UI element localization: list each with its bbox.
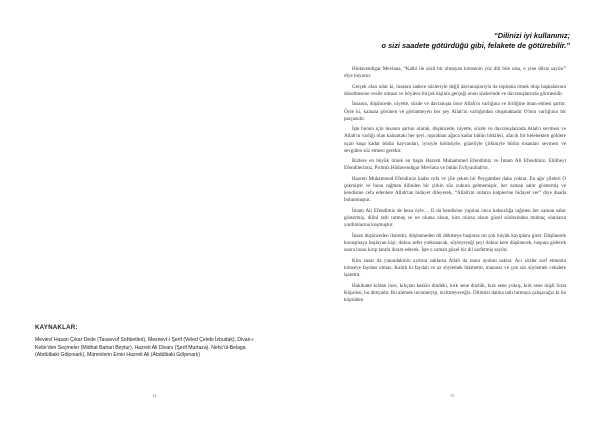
paragraph: Kim susar da yanındakinin ayıbını saklarsa Allah da onun ayıbını saklar. Acı sözler sarf etmenin kimseye faydası olmaz. Kalıtlı ki faydalı ve az söylemek hikmettir, manasız ve çok söz söylemek cehalete işarettir.: [344, 257, 566, 279]
paragraph: Hüdavendigar Mevlana, “Kalbi ile sözü bir olmayan kimsenin yüz dili bile olsa, o yine dilsiz sayılır” diye buyurur.: [344, 66, 566, 80]
page-number-right: 15: [450, 393, 455, 398]
paragraph: İşte bunun için insanın şartını olarak, düşüncede, niyette, sözde ve davranışlarında Allah'ı sevmesi ve Allah'ın varlığı olan kainattaki her şeyi, topraktan ağaca kadar bütün bitkileri, afacık bir kelebekten göklere uçan kuşa kadar bütün hayvanları, iyisiyle kötüsüyle, güzeliyle çirkiniyle bütün insanları sevmesi ve sevgiden söz etmesi gerekir.: [344, 126, 566, 154]
paragraph: Hakikatte kıldan ince, kılıçtan keskin dindeki, kırk sene düzlük, kırk sene yokuş, kırk sene inişli Sırat Köprüsü, bu dünyadır. Bu alemde incinmeyip, incitmeyeceğiz. Dilimizi daima tatlı tutmaya çalışacağız ki bu köprüden: [344, 282, 566, 303]
references-block: [35, 324, 263, 360]
paragraph: Gerçek olan odur ki, insanın sadece sözleriyle değil davranışlarıyla da topluma örnek olup başkalarının düzelmesine vesile olması ve böylece birçok kişinin gerçeği onun sözlerinde ve davranışlarında görmesidir.: [344, 83, 566, 97]
paragraph: Hazreti Muhammed Efendimiz kadar cefa ve çile çeken bir Peygamber daha yoktur. En ağır çileleri O çekmiştir ve buna rağmen dilinden bir çirkin söz zuhura gelmemiştir, her zaman sabır göstermiş ve kendisine cefa edenlere Allah'tan hidayet dileyerek, “Allah'ım onların kalplerine hidayet ver” diye duada bulunmuştur.: [344, 175, 566, 204]
epigraph-quote: [308, 31, 570, 52]
paragraph: İmam Ali Efendimiz de keza öyle… O da kendisine yapılan onca haksızlığa rağmen her zaman sabır göstermiş, dilini tatlı tutmuş ve ne olursa olsun, kim olursa olsun güzel sözlerinden muhtaç olanların yardımlarına koşmuştur.: [344, 208, 566, 229]
paragraph: İnsanın, düşüncede, niyette, sözde ve davranışta önce Allah'ın varlığına ve birliğine iman etmesi şarttır. Öyle ki, kainata görünen ve görünmeyen her şey Allah'ın varlığından oluşmaktadır O'nun varlığının bir parçasıdır.: [344, 101, 566, 122]
page-number-left: 14: [152, 393, 157, 398]
paragraph: İnsan düşünceden ibarettir, düşünmeden dil dökmeye başlarsa mi çok büyük kayıplara girer. Düşünerek konuşmaya başlayan kişi; dokuz sefer yutkunacak, söyleyeceği şeyi dokuz kere düşünecek, hoşuna gidecek sonra bunu kırıp tarafa ikram edecek. İşte o zaman güzel bir dil sarfetmiş sayılır.: [344, 232, 566, 254]
right-page: [300, 0, 600, 424]
references-heading: KAYNAKLAR:: [35, 324, 78, 331]
quote-line-1: “Dilinizi iyi kullanınız;: [494, 31, 570, 40]
body-text: [344, 66, 566, 307]
quote-line-2: o sizi saadete götürdüğü gibi, felakete de götürebilir.”: [381, 41, 570, 51]
references-text: Mevlevî Hasan Çıkar Dede (Tasavvuf Sohbetleri), Mesnevî-i Şerif (Veled Çelebi İzbudak), Divan-ı Kebir'den Seçmeler (Midhat Bahari Beytur), Hazreti Ali Divanı (Şerif Murtaza), Nehc'ül-Belaga (Abdülbaki Gölpınarlı), Müminlerin Emiri Hazreti Ali (Abdülbaki Gölpınarlı): [35, 337, 254, 359]
paragraph: Bizlere en büyük örnek en başta Hazreti Muhammed Efendimiz ve İmam Ali Efendimiz, Ehlibeyt Efendilerimiz, Pirimiz Hüdavendigar Mevlana ve bütün Evliyaullah'tır.: [344, 158, 566, 172]
